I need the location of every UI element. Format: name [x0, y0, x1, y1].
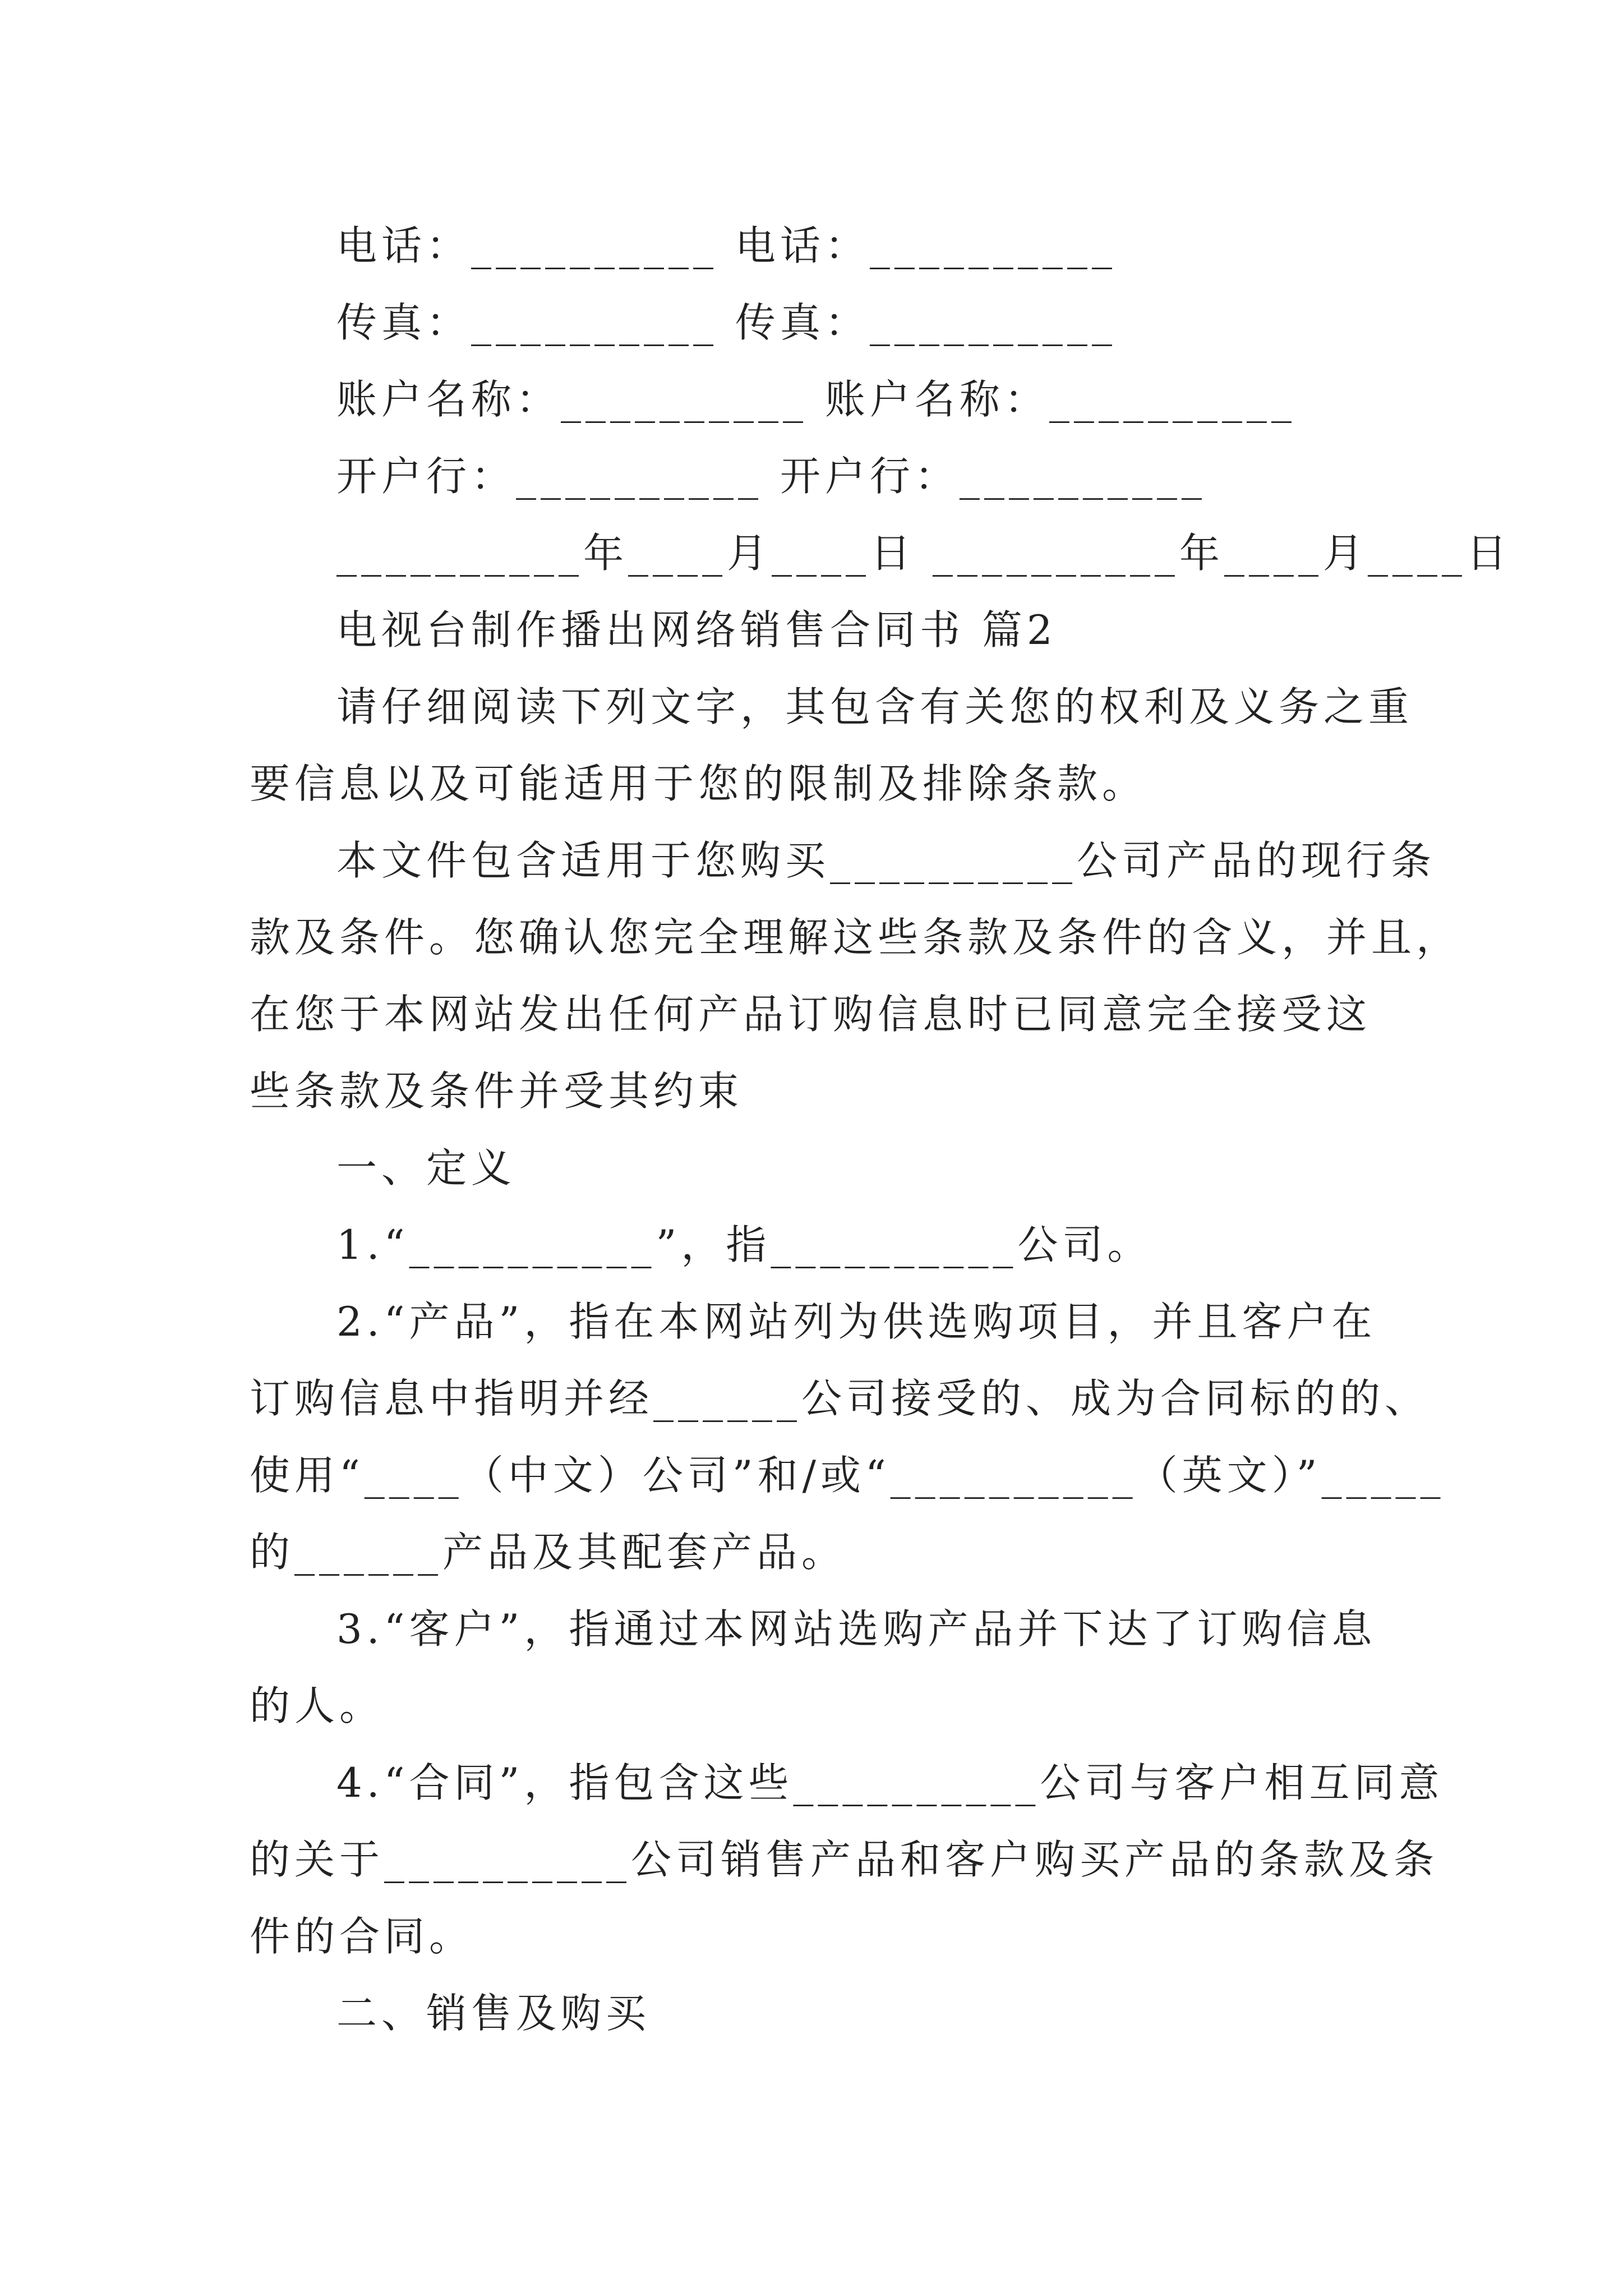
paragraph-line: 的关于__________公司销售产品和客户购买产品的条款及条: [250, 1836, 1439, 1883]
fax-row: 传真：__________ 传真：__________: [336, 299, 1117, 346]
definition-item: 1.“__________”，指__________公司。: [336, 1221, 1152, 1268]
paragraph-line: 使用“____（中文）公司”和/或“__________（英文）”_____: [250, 1452, 1445, 1499]
account-name-row: 账户名称：__________ 账户名称：__________: [336, 376, 1296, 423]
paragraph-line: 件的合同。: [250, 1913, 474, 1960]
paragraph-line: 在您于本网站发出任何产品订购信息时已同意完全接受这: [250, 991, 1372, 1038]
bank-row: 开户行：__________ 开户行：__________: [336, 453, 1206, 500]
definition-item: 4.“合同”，指包含这些__________公司与客户相互同意: [336, 1759, 1444, 1806]
definition-item: 2.“产品”，指在本网站列为供选购项目，并且客户在: [336, 1298, 1377, 1345]
section-title: 电视台制作播出网络销售合同书 篇2: [336, 606, 1057, 654]
heading-sale-purchase: 二、销售及购买: [336, 1990, 651, 2037]
paragraph-line: 订购信息中指明并经______公司接受的、成为合同标的的、: [250, 1375, 1430, 1422]
paragraph-line: 的人。: [250, 1682, 385, 1729]
date-row: __________年____月____日 __________年____月____日: [336, 530, 1511, 577]
paragraph-line: 要信息以及可能适用于您的限制及排除条款。: [250, 760, 1147, 807]
paragraph-line: 的______产品及其配套产品。: [250, 1529, 847, 1576]
paragraph-line: 请仔细阅读下列文字，其包含有关您的权利及义务之重: [336, 683, 1414, 730]
paragraph-line: 些条款及条件并受其约束: [250, 1068, 744, 1115]
phone-row: 电话：__________ 电话：__________: [336, 222, 1117, 269]
definition-item: 3.“客户”，指通过本网站选购产品并下达了订购信息: [336, 1605, 1377, 1653]
heading-definitions: 一、定义: [336, 1144, 517, 1191]
paragraph-line: 本文件包含适用于您购买__________公司产品的现行条: [336, 837, 1436, 884]
paragraph-line: 款及条件。您确认您完全理解这些条款及条件的含义，并且，: [250, 914, 1461, 961]
